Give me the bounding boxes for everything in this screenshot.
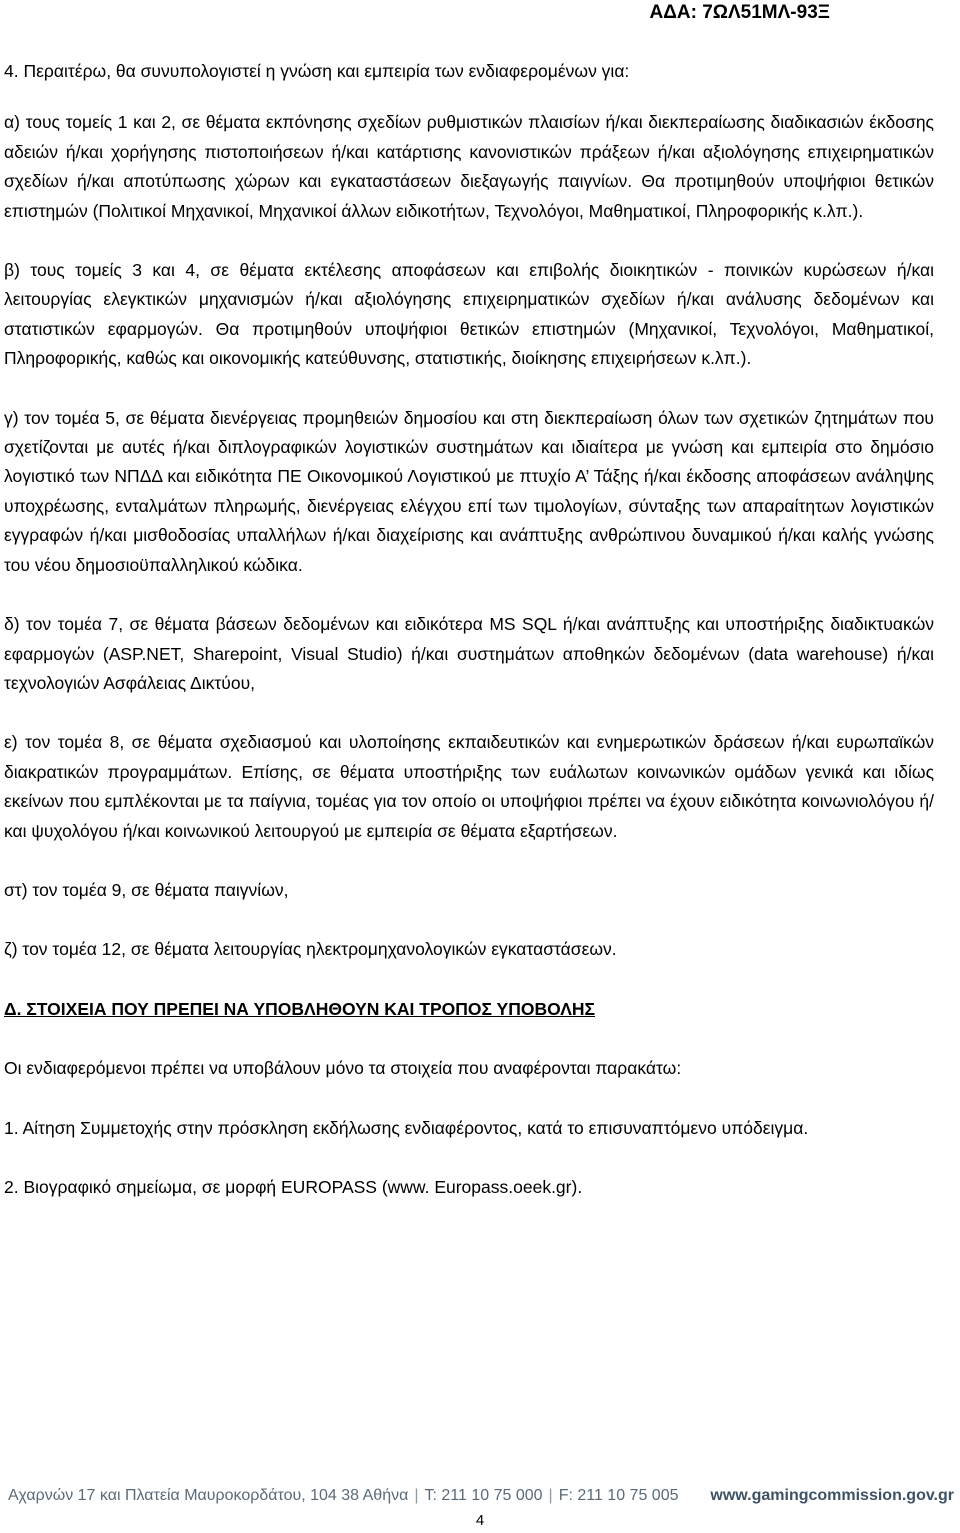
list-item-st: στ) τον τομέα 9, σε θέματα παιγνίων, xyxy=(4,879,289,900)
document-body xyxy=(4,57,934,1232)
footer-separator: | xyxy=(548,1487,553,1504)
list-item-b: β) τους τομείς 3 και 4, σε θέματα εκτέλεσης αποφάσεων και επιβολής διοικητικών - ποινικών κυρώσεων ή/και λειτουργίας ελεγκτικών μηχανισμών ή/και αξιολόγησης επιχειρηματικών σχεδίων ή/και ανάλυσης δεδομένων και στατιστικών εφαρμογών. Θα προτιμηθούν υποψήφιοι θετικών επιστημών (Μηχανικοί, Τεχνολόγοι, Μαθηματικοί, Πληροφορικής, καθώς και οικονομικής κατεύθυνσης, στατιστικής, διοίκησης επιχειρήσεων κ.λπ.). xyxy=(4,260,934,369)
list-item-c: γ) τον τομέα 5, σε θέματα διενέργειας προμηθειών δημοσίου και στη διεκπεραίωση όλων των σχετικών ζητημάτων που σχετίζονται με αυτές ή/και διπλογραφικών λογιστικών συστημάτων και ιδιαίτερα με γνώση και εμπειρία στο δημόσιο λογιστικό των ΝΠΔΔ και ειδικότητα ΠΕ Οικονομικού Λογιστικού με πτυχίο Α’ Τάξης ή/και έκδοσης αποφάσεων ανάληψης υποχρέωσης, ενταλμάτων πληρωμής, διενέργειας ελέγχου επί των τιμολογίων, σύνταξης των απαραίτητων λογιστικών εγγραφών ή/και μισθοδοσίας υπαλλήλων ή/και διαχείρισης και ανάπτυξης ανθρώπινου δυναμικού ή/και καλής γνώσης του νέου δημοσιοϋπαλληλικού κώδικα. xyxy=(4,407,934,575)
footer-fax: F: 211 10 75 005 xyxy=(558,1487,679,1504)
list-item-a: α) τους τομείς 1 και 2, σε θέματα εκπόνησης σχεδίων ρυθμιστικών πλαισίων ή/και διεκπεραίωσης διαδικασιών έκδοσης αδειών ή/και χορήγησης πιστοποιήσεων ή/και κατάρτισης κανονιστικών πράξεων ή/και αξιολόγησης επιχειρηματικών σχεδίων ή/και αποτύπωσης χώρων και εγκαταστάσεων διεξαγωγής παιγνίων. Θα προτιμηθούν υποψήφιοι θετικών επιστημών (Πολιτικοί Μηχανικοί, Μηχανικοί άλλων ειδικοτήτων, Τεχνολόγοι, Μαθηματικοί, Πληροφορικής κ.λπ.). xyxy=(4,112,934,221)
paragraph-4-intro: 4. Περαιτέρω, θα συνυπολογιστεί η γνώση και εμπειρία των ενδιαφερομένων για: xyxy=(4,61,630,81)
section-intro: Οι ενδιαφερόμενοι πρέπει να υποβάλουν μόνο τα στοιχεία που αναφέρονται παρακάτω: xyxy=(4,1058,682,1079)
page-number: 4 xyxy=(475,1512,485,1529)
footer-address: Αχαρνών 17 και Πλατεία Μαυροκορδάτου, 104 38 Αθήνα xyxy=(8,1487,409,1504)
footer-website-link[interactable]: www.gamingcommission.gov.gr xyxy=(710,1487,954,1504)
footer-contact xyxy=(8,1487,678,1505)
ada-code: ΑΔΑ: 7ΩΛ51ΜΛ-93Ξ xyxy=(649,2,830,23)
list-item-e: ε) τον τομέα 8, σε θέματα σχεδιασμού και υλοποίησης εκπαιδευτικών και ενημερωτικών δράσεων ή/και ευρωπαϊκών διακρατικών προγραμμάτων. Επίσης, σε θέματα υποστήριξης των ευάλωτων κοινωνικών ομάδων γενικά και ιδίως εκείνων που εμπλέκονται με τα παίγνια, τομέας για τον οποίο οι υποψήφιοι πρέπει να έχουν ειδικότητα κοινωνιολόγου ή/και ψυχολόγου ή/και κοινωνικού λειτουργού με εμπειρία σε θέματα εξαρτήσεων. xyxy=(4,732,934,841)
list-item-z: ζ) τον τομέα 12, σε θέματα λειτουργίας ηλεκτρομηχανολογικών εγκαταστάσεων. xyxy=(4,939,617,960)
footer xyxy=(0,1487,960,1511)
list-item-d: δ) τον τομέα 7, σε θέματα βάσεων δεδομένων και ειδικότερα MS SQL ή/και ανάπτυξης και υποστήριξης διαδικτυακών εφαρμογών (ASP.NET, Sharepoint, Visual Studio) ή/και συστημάτων αποθηκών δεδομένων (data warehouse) ή/και τεχνολογιών Ασφάλειας Δικτύου, xyxy=(4,614,934,693)
footer-phone: T: 211 10 75 000 xyxy=(424,1487,543,1504)
requirement-1: 1. Αίτηση Συμμετοχής στην πρόσκληση εκδήλωσης ενδιαφέροντος, κατά το επισυναπτόμενο υπόδειγμα. xyxy=(4,1117,809,1138)
section-heading xyxy=(4,995,934,1024)
requirement-2: 2. Βιογραφικό σημείωμα, σε μορφή EUROPASS (www. Europass.oeek.gr). xyxy=(4,1176,583,1197)
section-heading-text: Δ. ΣΤΟΙΧΕΙΑ ΠΟΥ ΠΡΕΠΕΙ ΝΑ ΥΠΟΒΛΗΘΟΥΝ ΚΑΙ ΤΡΟΠΟΣ ΥΠΟΒΟΛΗΣ xyxy=(4,998,596,1019)
footer-separator: | xyxy=(414,1487,419,1504)
